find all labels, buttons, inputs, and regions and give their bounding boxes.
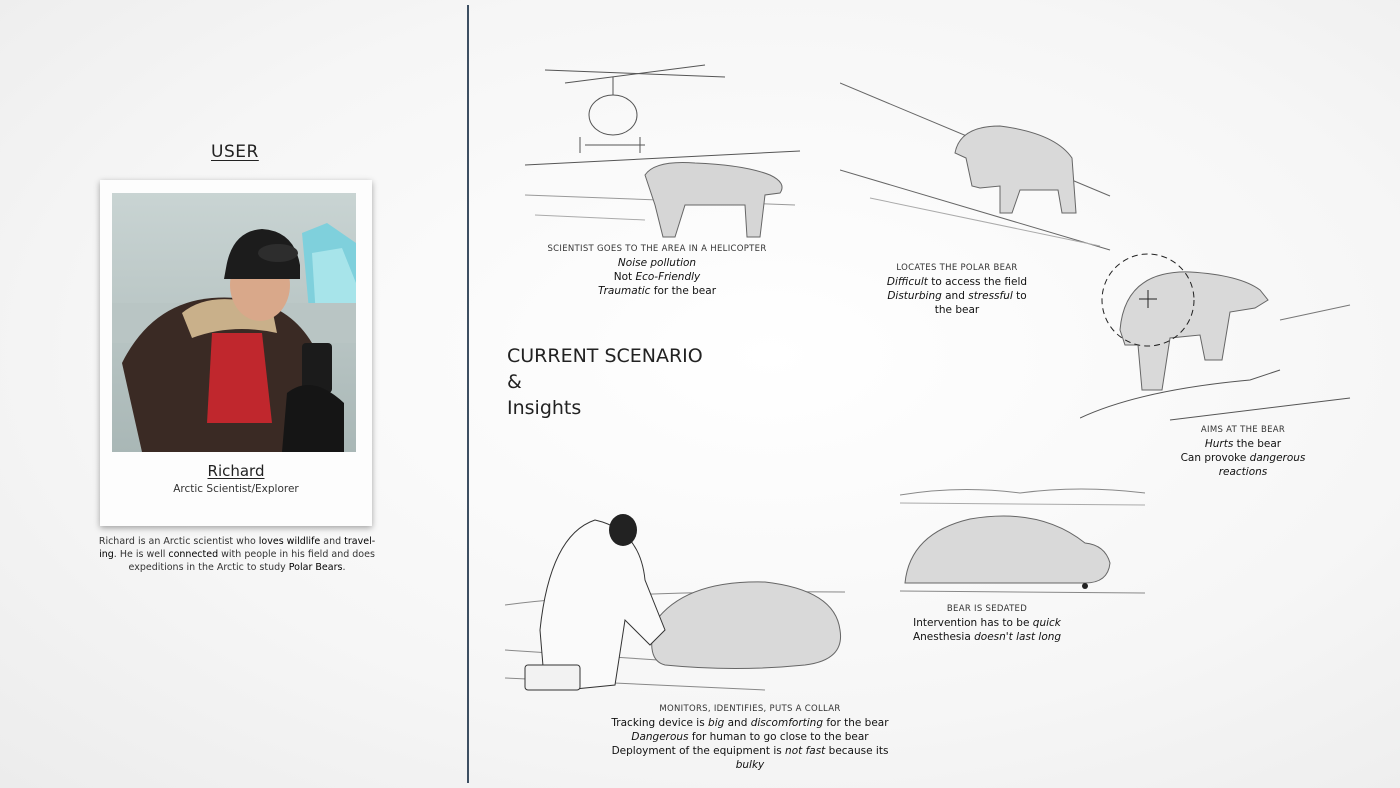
step-caption-aim: AIMS AT THE BEAR Hurts the bear Can provoke dangerous reactions — [1168, 423, 1318, 479]
helicopter-sketch — [525, 55, 805, 240]
step-title: LOCATES THE POLAR BEAR — [896, 263, 1018, 273]
user-heading: USER — [211, 142, 259, 162]
step-title: BEAR IS SEDATED — [946, 604, 1028, 614]
scenario-title — [507, 343, 703, 421]
user-photo-card — [100, 180, 372, 526]
bio-highlight: connected — [168, 549, 219, 560]
step-title: AIMS AT THE BEAR — [1200, 425, 1286, 435]
scenario-title-line: & — [507, 371, 522, 393]
bio-highlight: loves wildlife — [258, 536, 321, 547]
locate-bear-sketch — [840, 78, 1120, 258]
scenario-title-line: Insights — [507, 397, 582, 419]
user-bio: Richard is an Arctic scientist who loves wildlife and travel- ing. He is well connected with people in his field and does expeditions in the Arctic to study Polar Bears. — [98, 536, 376, 573]
step-caption-locate: LOCATES THE POLAR BEAR Difficult to access the field Disturbing and stressful to the bear — [882, 261, 1032, 317]
scenario-title-line: CURRENT SCENARIO — [507, 345, 703, 367]
step-caption-helicopter: SCIENTIST GOES TO THE AREA IN A HELICOPTER Noise pollution Not Eco-Friendly Traumatic for the bear — [542, 242, 772, 298]
step-title: MONITORS, IDENTIFIES, PUTS A COLLAR — [659, 704, 841, 714]
bio-highlight: travel- ing — [99, 536, 376, 560]
user-role: Arctic Scientist/Explorer — [173, 483, 299, 495]
step-title: SCIENTIST GOES TO THE AREA IN A HELICOPTER — [547, 244, 767, 254]
step-caption-monitor: MONITORS, IDENTIFIES, PUTS A COLLAR Tracking device is big and discomforting for the bear Dangerous for human to go close to the bear Deployment of the equipment is not fast because its bulky — [600, 702, 900, 772]
step-caption-sedated: BEAR IS SEDATED Intervention has to be quick Anesthesia doesn't last long — [902, 602, 1072, 644]
user-name: Richard — [207, 462, 265, 480]
monitor-bear-sketch — [505, 510, 845, 700]
user-photo — [112, 193, 356, 452]
bio-highlight: Polar Bears — [288, 562, 343, 573]
aim-bear-sketch — [1080, 250, 1360, 430]
vertical-divider — [467, 5, 469, 783]
sedated-bear-sketch — [900, 483, 1150, 598]
